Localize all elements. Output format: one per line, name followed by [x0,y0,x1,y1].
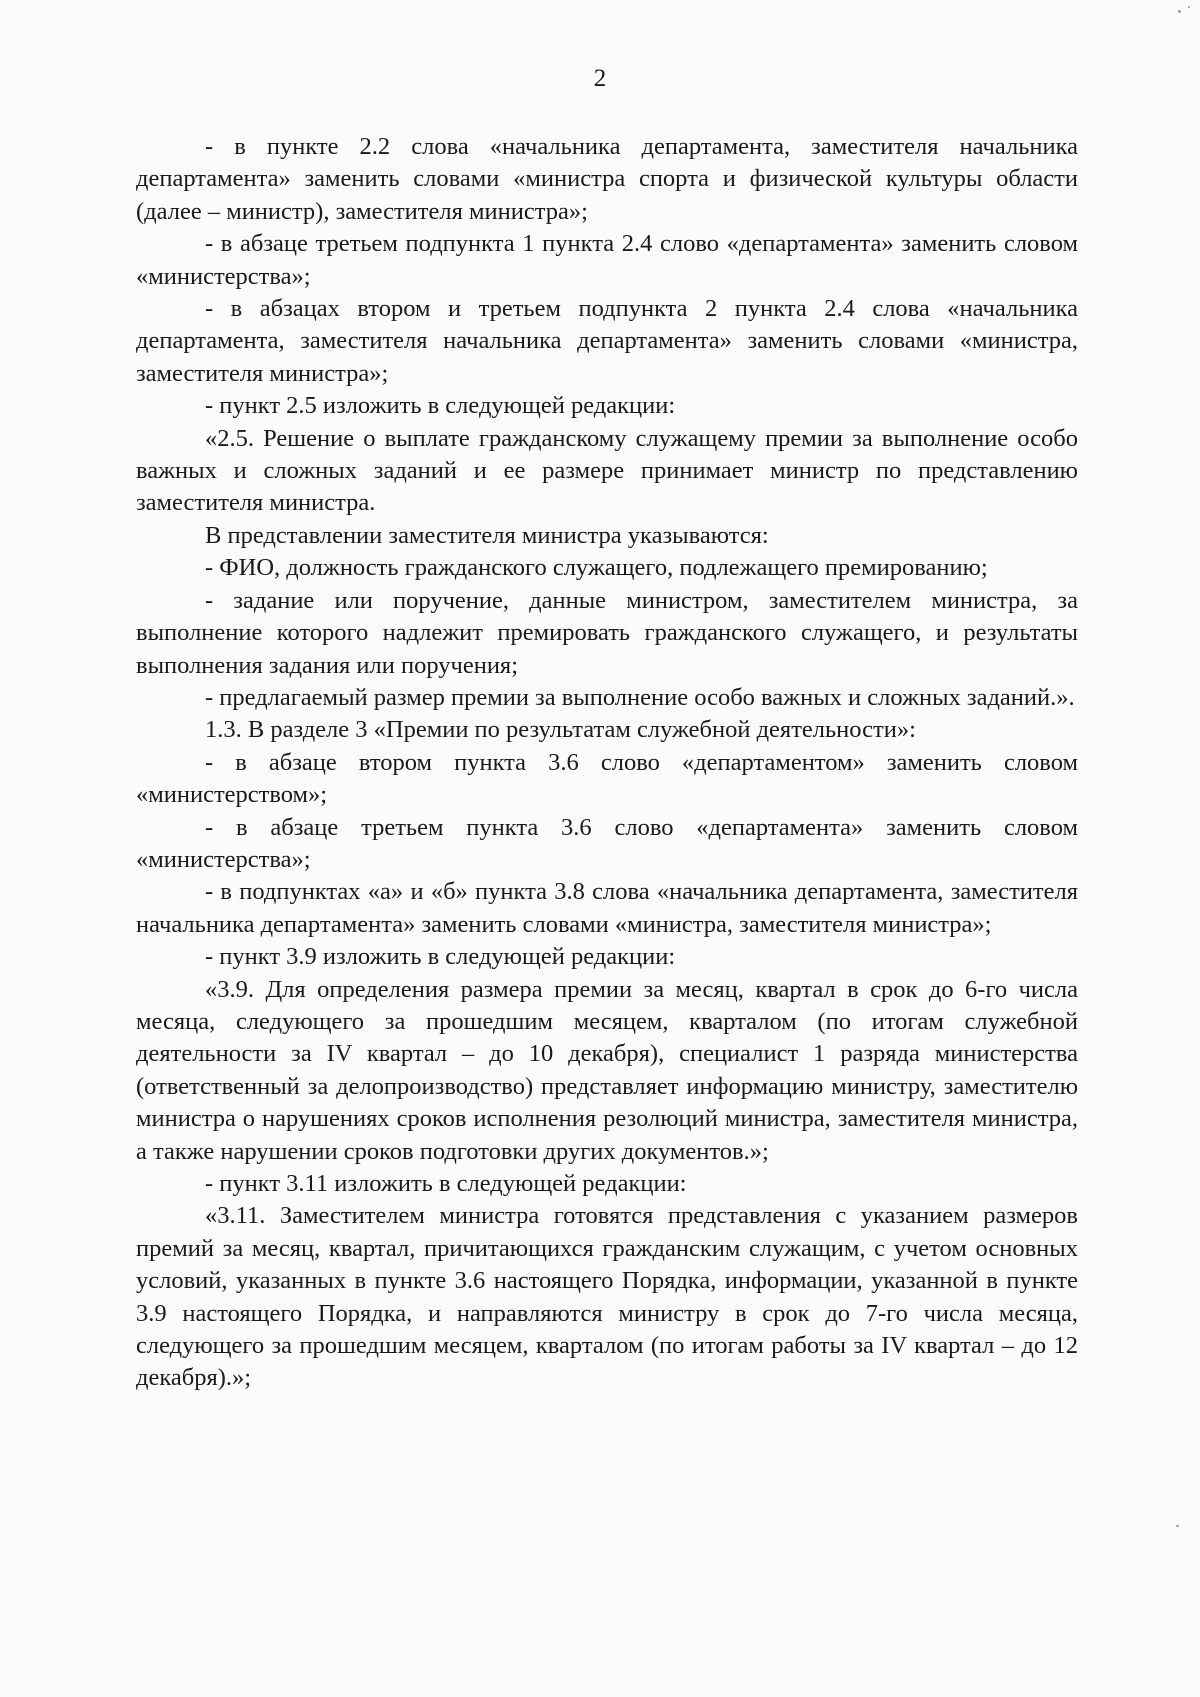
paragraph: 1.3. В разделе 3 «Премии по результатам служебной деятельности»: [205,716,916,744]
paragraph: - пункт 3.9 изложить в следующей редакции: [205,943,676,971]
paragraph: В представлении заместителя министра указываются: [205,521,769,549]
paragraph: - в абзаце третьем пункта 3.6 слово «департамента» заменить словом «министерства»; [136,813,1078,873]
paragraph: - в абзаце втором пункта 3.6 слово «департаментом» заменить словом «министерством»; [136,748,1078,809]
page-number: 2 [593,65,607,92]
paragraph: «2.5. Решение о выплате гражданскому служащему премии за выполнение особо важных и сложных заданий и ее размере принимает министр по представлению заместителя министра. [136,424,1078,517]
document-body [136,131,1078,1395]
scan-speck [1176,1525,1179,1527]
paragraph: - в подпунктах «а» и «б» пункта 3.8 слова «начальника департамента, заместителя начальника департамента» заменить словами «министра, заместителя министра»; [136,878,1078,938]
scan-speck [1178,10,1181,13]
paragraph: - предлагаемый размер премии за выполнение особо важных и сложных заданий.». [205,683,1075,711]
paragraph: «3.11. Заместителем министра готовятся представления с указанием размеров премий за месяц, квартал, причитающихся гражданским служащим, с учетом основных условий, указанных в пункте 3.6 настоящего Порядка, информации, указанной в пункте 3.9 настоящего Порядка, и направляются министру в срок до 7-го числа месяца, следующего за прошедшим месяцем, кварталом (по итогам работы за IV квартал – до 12 декабря).»; [136,1202,1078,1392]
paragraph: - в пункте 2.2 слова «начальника департамента, заместителя начальника департамента» заменить словами «министра спорта и физической культуры области (далее – министр), заместителя министра»; [136,133,1078,225]
paragraph: - пункт 3.11 изложить в следующей редакции: [205,1170,687,1197]
paragraph: - пункт 2.5 изложить в следующей редакции: [205,392,676,420]
paragraph: - в абзаце третьем подпункта 1 пункта 2.4 слово «департамента» заменить словом «министерства»; [136,230,1078,290]
paragraph: - в абзацах втором и третьем подпункта 2 пункта 2.4 слова «начальника департамента, заместителя начальника департамента» заменить словами «министра, заместителя министра»; [136,295,1078,387]
paragraph: - задание или поручение, данные министром, заместителем министра, за выполнение которого надлежит премировать гражданского служащего, и результаты выполнения задания или поручения; [136,586,1078,679]
paragraph: - ФИО, должность гражданского служащего, подлежащего премированию; [205,554,988,582]
scan-speck [1188,6,1190,8]
paragraph: «3.9. Для определения размера премии за месяц, квартал в срок до 6-го числа месяца, следующего за прошедшим месяцем, кварталом (по итогам служебной деятельности за IV квартал – до 10 декабря), специалист 1 разряда министерства (ответственный за делопроизводство) представляет информацию министру, заместителю министра о нарушениях сроков исполнения резолюций министра, заместителя министра, а также нарушении сроков подготовки других документов.»; [136,975,1078,1165]
